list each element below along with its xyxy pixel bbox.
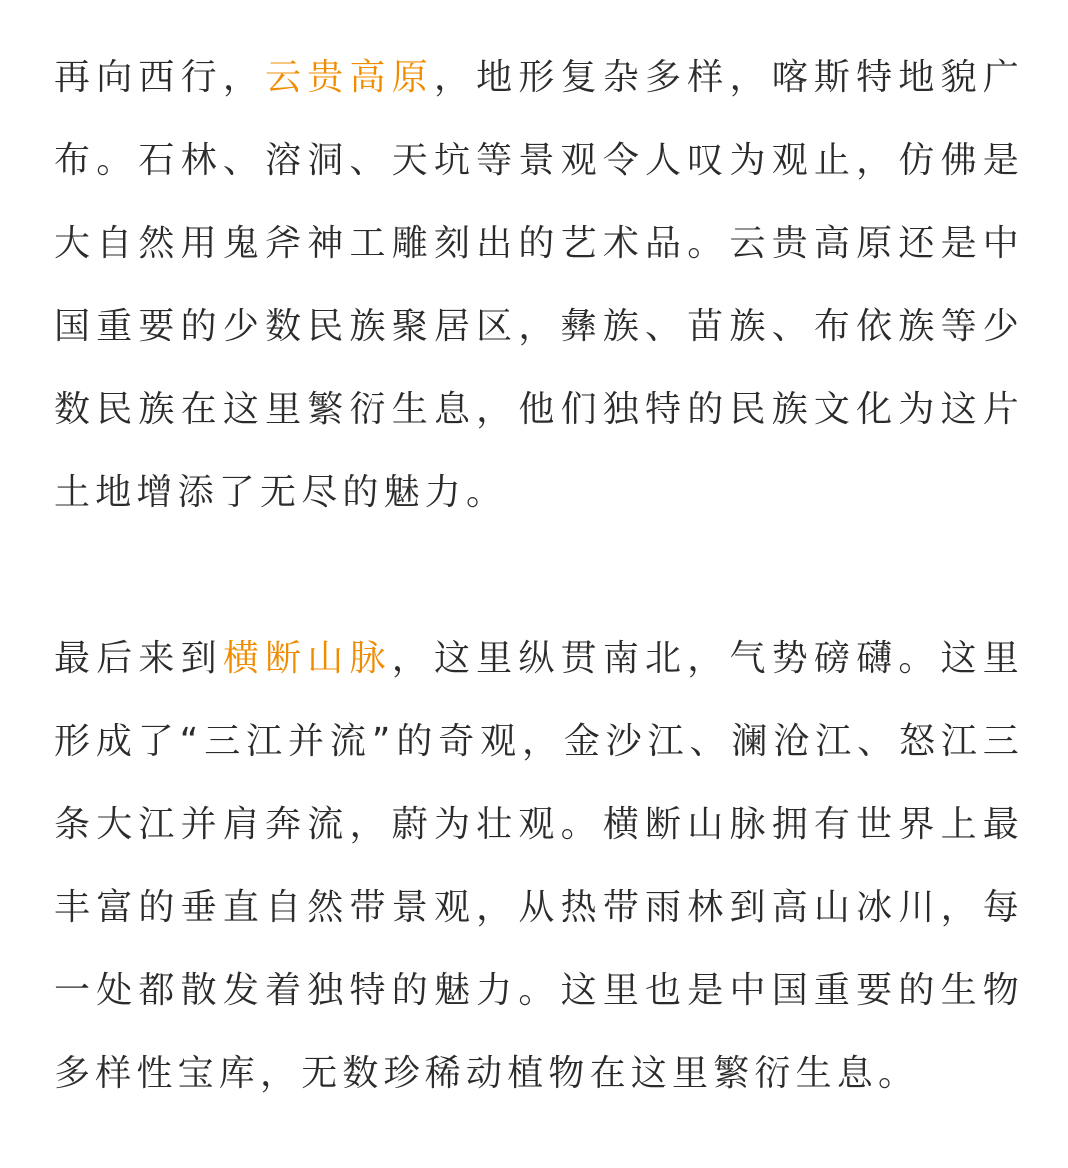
paragraph-yungui-plateau xyxy=(54,36,1024,534)
highlight-yungui-plateau: 云贵高原 xyxy=(265,57,434,98)
paragraph-hengduan-mountains xyxy=(54,617,1024,1115)
paragraph-text-lead: 再向西行， xyxy=(54,57,266,98)
paragraph-text-body: ，这里纵贯南北，气势磅礴。这里形成了“三江并流”的奇观，金沙江、澜沧江、怒江三条大江并肩奔流，蔚为壮观。横断山脉拥有世界上最丰富的垂直自然带景观，从热带雨林到高山冰川，每一处都散发着独特的魅力。这里也是中国重要的生物多样性宝库，无数珍稀动植物在这里繁衍生息。 xyxy=(54,638,1024,1094)
paragraph-text-lead: 最后来到 xyxy=(54,638,223,679)
highlight-hengduan-mountains: 横断山脉 xyxy=(222,638,392,679)
paragraph-text-body: ，地形复杂多样，喀斯特地貌广布。石林、溶洞、天坑等景观令人叹为观止，仿佛是大自然用鬼斧神工雕刻出的艺术品。云贵高原还是中国重要的少数民族聚居区，彝族、苗族、布依族等少数民族在这里繁衍生息，他们独特的民族文化为这片土地增添了无尽的魅力。 xyxy=(54,57,1024,513)
article-body xyxy=(54,36,1024,1115)
